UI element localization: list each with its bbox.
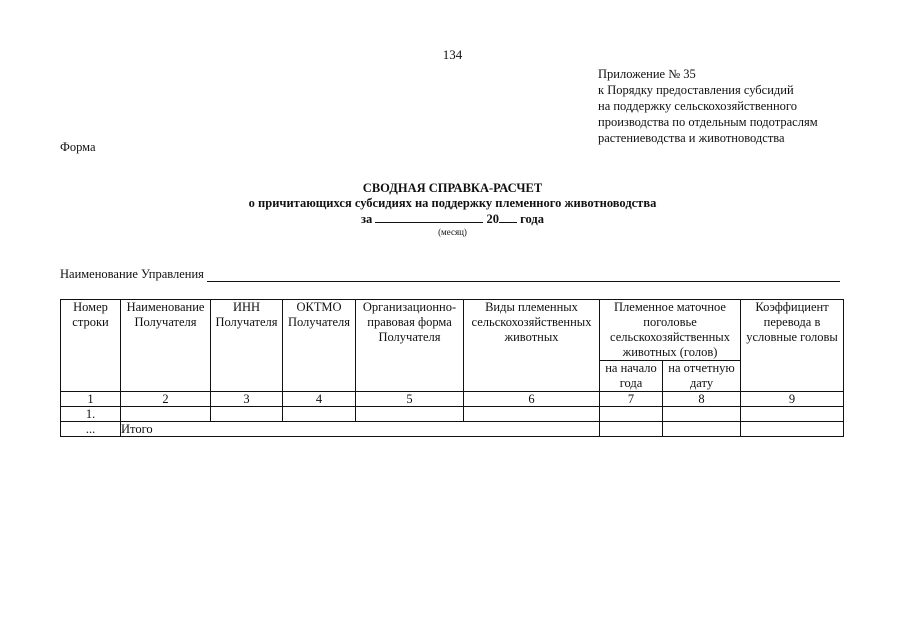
column-number: 9 bbox=[741, 392, 844, 407]
column-number: 3 bbox=[211, 392, 283, 407]
year-suffix: года bbox=[520, 212, 544, 226]
header-legal-form: Организационно-правовая форма Получателя bbox=[356, 300, 464, 392]
reporting-date-cell bbox=[663, 422, 741, 437]
appendix-line: производства по отдельным подотраслям bbox=[598, 115, 818, 129]
page-number: 134 bbox=[442, 47, 463, 62]
header-recipient-name: Наименование Получателя bbox=[121, 300, 211, 392]
form-label: Форма bbox=[60, 140, 96, 154]
header-animal-types: Виды племенных сельскохозяйственных животных bbox=[464, 300, 600, 392]
column-number: 8 bbox=[663, 392, 741, 407]
oktmo-cell bbox=[283, 407, 356, 422]
title-period bbox=[0, 211, 905, 227]
legal-form-cell bbox=[356, 407, 464, 422]
title-line-1: СВОДНАЯ СПРАВКА-РАСЧЕТ bbox=[362, 181, 543, 195]
appendix-line: Приложение № 35 bbox=[598, 67, 696, 81]
column-number-row bbox=[61, 392, 844, 407]
coefficient-cell bbox=[741, 407, 844, 422]
column-number: 2 bbox=[121, 392, 211, 407]
appendix-note bbox=[598, 66, 818, 146]
recipient-name-cell bbox=[121, 407, 211, 422]
column-number: 5 bbox=[356, 392, 464, 407]
month-caption: (месяц) bbox=[438, 227, 467, 237]
appendix-line: растениеводства и животноводства bbox=[598, 131, 785, 145]
header-start-of-year: на начало года bbox=[600, 361, 663, 392]
month-blank bbox=[375, 211, 483, 223]
header-oktmo: ОКТМО Получателя bbox=[283, 300, 356, 392]
title-line-2: о причитающихся субсидиях на поддержку племенного животноводства bbox=[248, 196, 657, 210]
column-number: 6 bbox=[464, 392, 600, 407]
start-of-year-cell bbox=[600, 407, 663, 422]
header-row bbox=[61, 300, 844, 361]
appendix-line: к Порядку предоставления субсидий bbox=[598, 83, 794, 97]
total-row bbox=[61, 422, 844, 437]
management-blank-line bbox=[207, 268, 840, 282]
period-for-label: за bbox=[361, 212, 373, 226]
start-of-year-cell bbox=[600, 422, 663, 437]
animal-types-cell bbox=[464, 407, 600, 422]
header-row-number: Номер строки bbox=[61, 300, 121, 392]
summary-table bbox=[60, 299, 844, 437]
year-blank bbox=[499, 211, 517, 223]
management-label: Наименование Управления bbox=[60, 267, 204, 281]
column-number: 4 bbox=[283, 392, 356, 407]
inn-cell bbox=[211, 407, 283, 422]
table-row bbox=[61, 407, 844, 422]
row-number-cell: ... bbox=[61, 422, 121, 437]
management-row bbox=[60, 267, 840, 282]
row-number-cell: 1. bbox=[61, 407, 121, 422]
appendix-line: на поддержку сельскохозяйственного bbox=[598, 99, 797, 113]
document-title bbox=[0, 181, 905, 238]
header-coefficient: Коэффициент перевода в условные головы bbox=[741, 300, 844, 392]
column-number: 1 bbox=[61, 392, 121, 407]
column-number: 7 bbox=[600, 392, 663, 407]
header-livestock-group: Племенное маточное поголовье сельскохозяйственных животных (голов) bbox=[600, 300, 741, 361]
header-inn: ИНН Получателя bbox=[211, 300, 283, 392]
reporting-date-cell bbox=[663, 407, 741, 422]
coefficient-cell bbox=[741, 422, 844, 437]
year-prefix: 20 bbox=[486, 212, 500, 226]
total-label-cell: Итого bbox=[121, 422, 600, 437]
header-reporting-date: на отчетную дату bbox=[663, 361, 741, 392]
